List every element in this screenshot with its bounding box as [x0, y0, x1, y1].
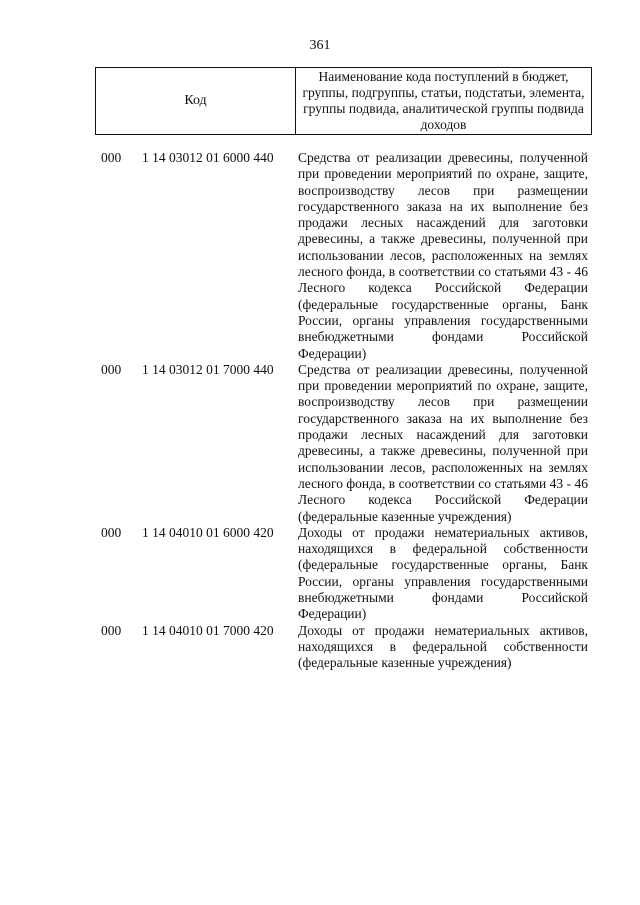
income-code-list	[0, 150, 640, 672]
table-header	[95, 67, 592, 135]
income-description: Доходы от продажи нематериальных активов, находящихся в федеральной собственности (федеральные казенные учреждения)	[298, 622, 588, 671]
admin-code: 000	[101, 524, 122, 540]
income-code: 1 14 04010 01 7000 420	[142, 622, 274, 638]
admin-code: 000	[101, 361, 122, 377]
table-row	[0, 525, 640, 623]
admin-code: 000	[101, 622, 122, 638]
income-description: Средства от реализации древесины, полученной при проведении мероприятий по охране, защите, воспроизводству лесов при размещении государственного заказа на их выполнение без продажи лесных насаждений для заготовки древесины, а также древесины, полученной при использовании лесов, расположенных на землях лесного фонда, в соответствии со статьями 43 - 46 Лесного кодекса Российской Федерации (федеральные казенные учреждения)	[298, 361, 588, 524]
table-row	[0, 150, 640, 362]
admin-code: 000	[101, 150, 122, 165]
income-code: 1 14 03012 01 6000 440	[142, 150, 274, 165]
header-name-label: Наименование кода поступлений в бюджет, группы, подгруппы, статьи, подстатьи, элемента, группы подвида, аналитической группы подвида доходов	[302, 69, 585, 132]
income-description: Средства от реализации древесины, полученной при проведении мероприятий по охране, защите, воспроизводству лесов при размещении государственного заказа на их выполнение без продажи лесных насаждений для заготовки древесины, а также древесины, полученной при использовании лесов, расположенных на землях лесного фонда, в соответствии со статьями 43 - 46 Лесного кодекса Российской Федерации (федеральные государственные органы, Банк России, органы управления государственными внебюджетными фондами Российской Федерации)	[298, 150, 588, 361]
table-row	[0, 623, 640, 672]
header-code-label: Код	[96, 68, 296, 134]
income-code: 1 14 04010 01 6000 420	[142, 524, 274, 540]
income-code: 1 14 03012 01 7000 440	[142, 361, 274, 377]
income-description: Доходы от продажи нематериальных активов, находящихся в федеральной собственности (федеральные государственные органы, Банк России, органы управления государственными внебюджетными фондами Российской Федерации)	[298, 524, 588, 622]
page-number: 361	[309, 38, 331, 53]
table-row	[0, 362, 640, 525]
